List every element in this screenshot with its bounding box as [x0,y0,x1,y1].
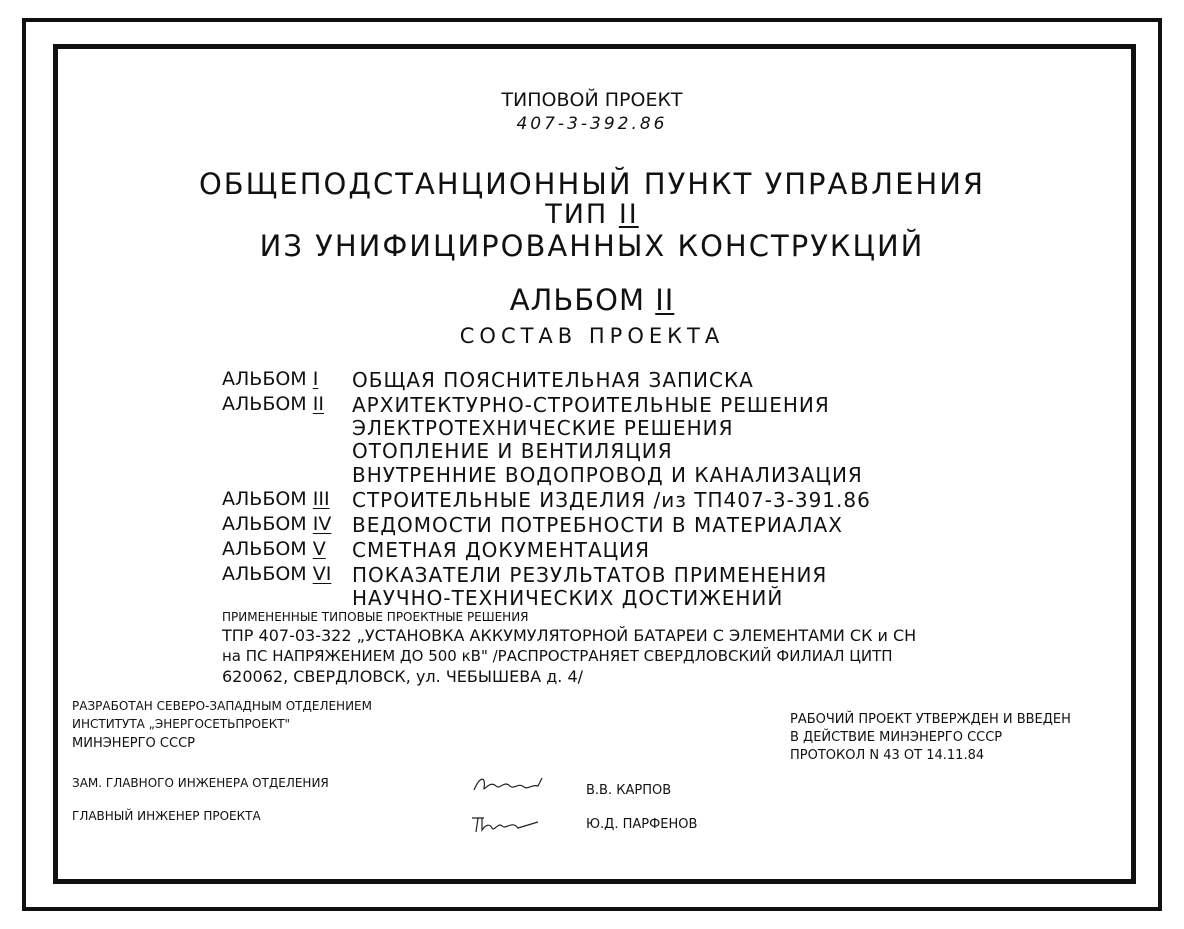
album-2-line-3: ОТОПЛЕНИЕ И ВЕНТИЛЯЦИЯ [352,439,673,463]
signature-name-2: Ю.Д. ПАРФЕНОВ [586,817,698,832]
title-line-1: ОБЩЕПОДСТАНЦИОННЫЙ ПУНКТ УПРАВЛЕНИЯ [198,167,986,201]
title-line-3: ИЗ УНИФИЦИРОВАННЫХ КОНСТРУКЦИЙ [259,229,925,263]
approval-line-3: ПРОТОКОЛ N 43 ОТ 14.11.84 [790,748,985,763]
album-2-line-1: АРХИТЕКТУРНО-СТРОИТЕЛЬНЫЕ РЕШЕНИЯ [352,393,830,417]
approval-line-1: РАБОЧИЙ ПРОЕКТ УТВЕРЖДЕН И ВВЕДЕН [790,712,1071,727]
developer-line-2: ИНСТИТУТА „ЭНЕРГОСЕТЬПРОЕКТ" [72,717,291,731]
album-4-line-1: ВЕДОМОСТИ ПОТРЕБНОСТИ В МАТЕРИАЛАХ [352,513,843,537]
album-3-label: АЛЬБОМ [222,488,307,510]
album-6-line-2: НАУЧНО-ТЕХНИЧЕСКИХ ДОСТИЖЕНИЙ [352,586,784,610]
album-label [222,490,330,509]
developer-line-3: МИНЭНЕРГО СССР [72,736,195,751]
applied-solutions-heading: ПРИМЕНЕННЫЕ ТИПОВЫЕ ПРОЕКТНЫЕ РЕШЕНИЯ [222,610,529,624]
signature-2-handwriting [468,812,548,836]
album-5-line-1: СМЕТНАЯ ДОКУМЕНТАЦИЯ [352,538,651,562]
title-type-roman: II [618,199,639,230]
album-label [222,395,324,414]
album-6-line-1: ПОКАЗАТЕЛИ РЕЗУЛЬТАТОВ ПРИМЕНЕНИЯ [352,563,828,587]
signature-name-1: В.В. КАРПОВ [586,783,672,798]
album-5-roman: V [312,538,326,560]
album-1-label: АЛЬБОМ [222,368,307,390]
album-2-roman: II [312,393,324,415]
album-heading [0,283,1184,317]
signature-role-1: ЗАМ. ГЛАВНОГО ИНЖЕНЕРА ОТДЕЛЕНИЯ [72,776,329,790]
composition-title: СОСТАВ ПРОЕКТА [459,324,725,348]
signature-role-2: ГЛАВНЫЙ ИНЖЕНЕР ПРОЕКТА [72,809,261,823]
album-heading-roman: II [655,283,675,317]
album-4-roman: IV [312,513,332,535]
album-2-label: АЛЬБОМ [222,393,307,415]
album-label [222,540,326,559]
signature-1-handwriting [470,772,550,796]
applied-solutions-line-2: на ПС НАПРЯЖЕНИЕМ ДО 500 кВ" /РАСПРОСТРАНЯЕТ СВЕРДЛОВСКИЙ ФИЛИАЛ ЦИТП [222,647,893,665]
album-label [222,515,331,534]
title-line-2 [0,201,1184,228]
album-3-line-1: СТРОИТЕЛЬНЫЕ ИЗДЕЛИЯ /из ТП407-3-391.86 [352,488,871,512]
album-5-label: АЛЬБОМ [222,538,307,560]
album-1-line-1: ОБЩАЯ ПОЯСНИТЕЛЬНАЯ ЗАПИСКА [352,368,754,392]
album-heading-label: АЛЬБОМ [509,283,645,317]
album-4-label: АЛЬБОМ [222,513,307,535]
approval-line-2: В ДЕЙСТВИЕ МИНЭНЕРГО СССР [790,730,1003,745]
project-number: 407-3-392.86 [516,114,668,134]
album-2-line-4: ВНУТРЕННИЕ ВОДОПРОВОД И КАНАЛИЗАЦИЯ [352,463,863,487]
album-label [222,565,331,584]
album-label [222,370,318,389]
album-3-roman: III [312,488,330,510]
album-1-roman: I [312,368,319,390]
title-type-label: ТИП [545,199,609,230]
typical-project-label: ТИПОВОЙ ПРОЕКТ [501,89,683,111]
album-6-roman: VI [312,563,332,585]
album-6-label: АЛЬБОМ [222,563,307,585]
applied-solutions-line-3: 620062, СВЕРДЛОВСК, ул. ЧЕБЫШЕВА д. 4/ [222,667,584,686]
applied-solutions-line-1: ТПР 407-03-322 „УСТАНОВКА АККУМУЛЯТОРНОЙ БАТАРЕИ С ЭЛЕМЕНТАМИ СК и СН [222,626,917,645]
developer-line-1: РАЗРАБОТАН СЕВЕРО-ЗАПАДНЫМ ОТДЕЛЕНИЕМ [72,699,372,713]
album-2-line-2: ЭЛЕКТРОТЕХНИЧЕСКИЕ РЕШЕНИЯ [352,416,734,440]
